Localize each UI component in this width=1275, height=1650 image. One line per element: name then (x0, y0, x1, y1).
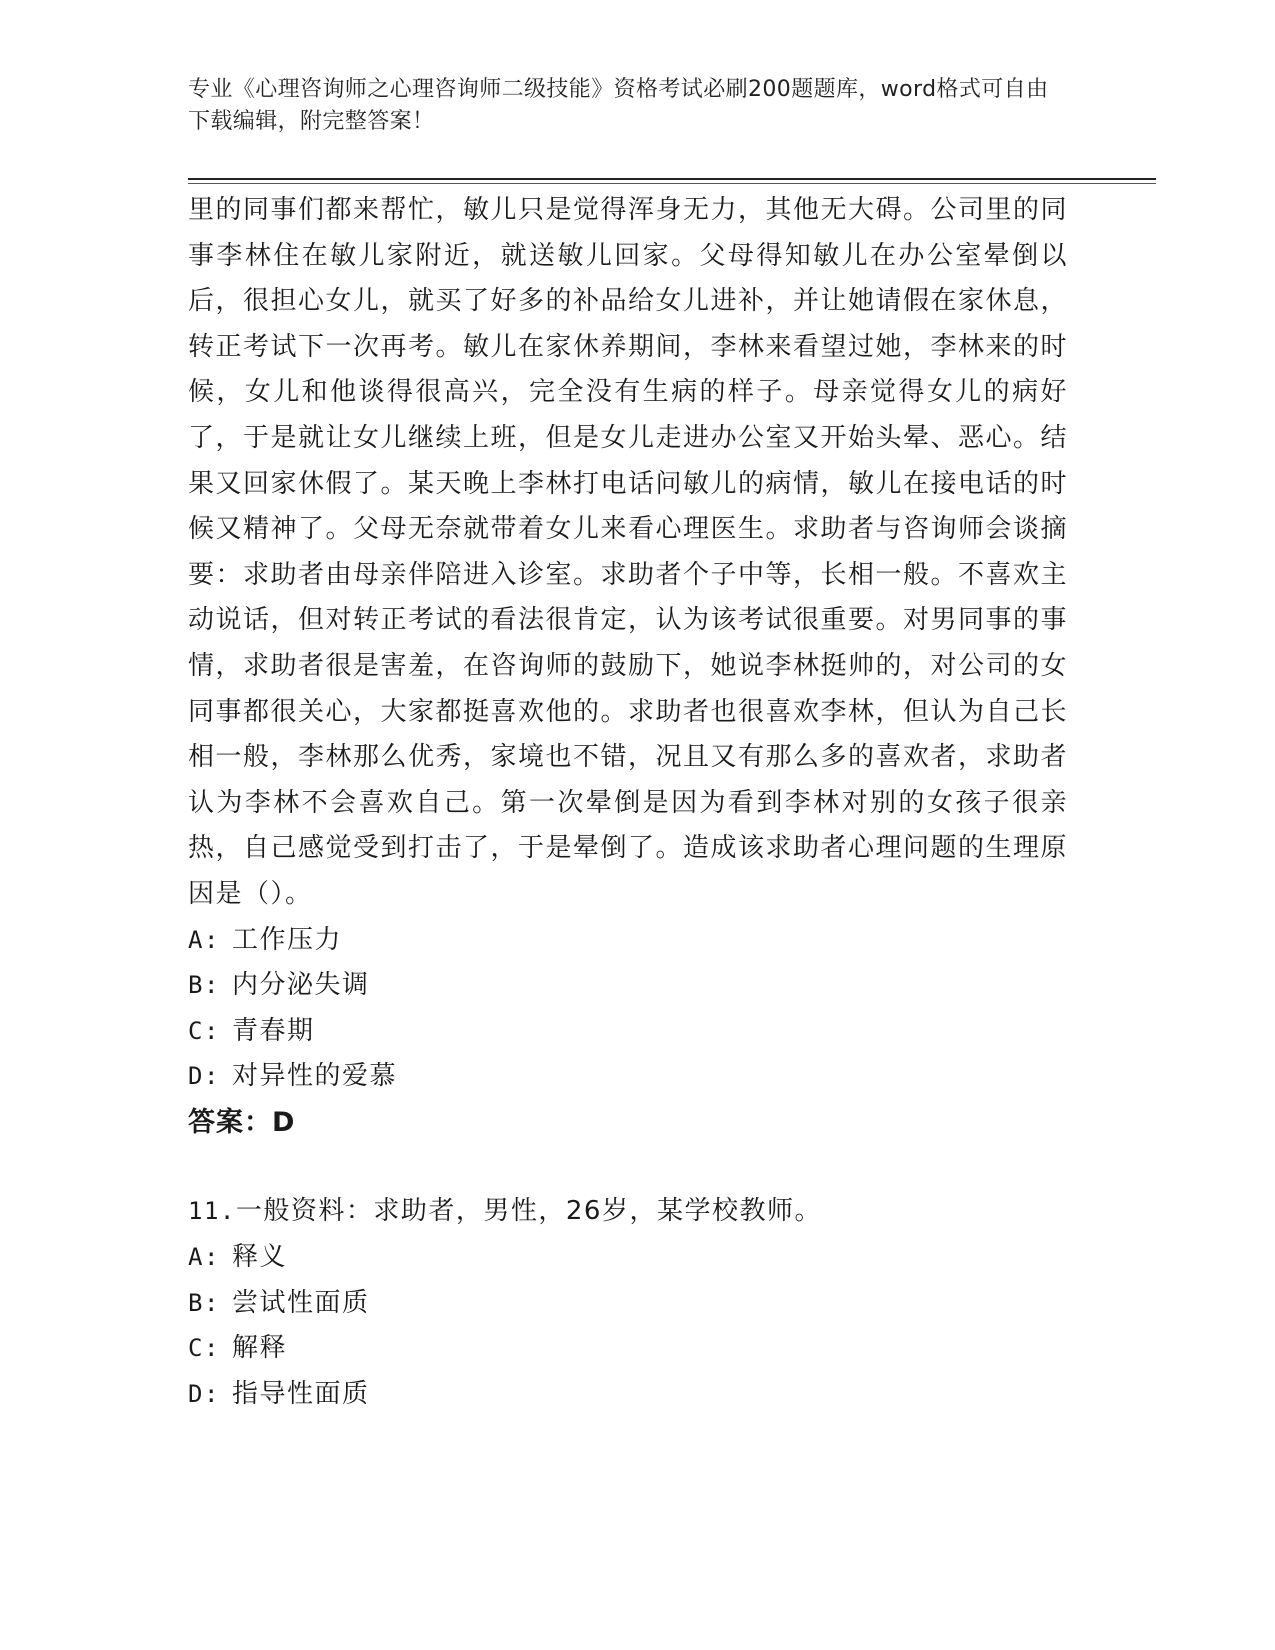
document-header (188, 74, 1068, 138)
document-body (188, 188, 1068, 1417)
question-10-answer: 答案：D (188, 1106, 296, 1138)
question-spacer (188, 1145, 1068, 1189)
question-11 (188, 1189, 1068, 1417)
question-11-options (188, 1235, 1068, 1417)
option-a (188, 1235, 1068, 1281)
question-10-text: 里的同事们都来帮忙，敏儿只是觉得浑身无力，其他无大碍。公司里的同事李林住在敏儿家附近，就送敏儿回家。父母得知敏儿在办公室晕倒以后，很担心女儿，就买了好多的补品给女儿进补，并让她请假在家休息，转正考试下一次再考。敏儿在家休养期间，李林来看望过她，李林来的时候，女儿和他谈得很高兴，完全没有生病的样子。母亲觉得女儿的病好了，于是就让女儿继续上班，但是女儿走进办公室又开始头晕、恶心。结果又回家休假了。某天晚上李林打电话问敏儿的病情，敏儿在接电话的时候又精神了。父母无奈就带着女儿来看心理医生。求助者与咨询师会谈摘要：求助者由母亲伴陪进入诊室。求助者个子中等，长相一般。不喜欢主动说话，但对转正考试的看法很肯定，认为该考试很重要。对男同事的事情，求助者很是害羞，在咨询师的鼓励下，她说李林挺帅的，对公司的女同事都很关心，大家都挺喜欢他的。求助者也很喜欢李林，但认为自己长相一般，李林那么优秀，家境也不错，况且又有那么多的喜欢者，求助者认为李林不会喜欢自己。第一次晕倒是因为看到李林对别的女孩子很亲热，自己感觉受到打击了，于是晕倒了。造成该求助者心理问题的生理原因是（）。 (188, 195, 1069, 909)
option-c (188, 1326, 1068, 1372)
header-rule (188, 178, 1156, 180)
option-text: 对异性的爱慕 (232, 1061, 398, 1092)
option-key: C: (188, 1334, 220, 1363)
question-11-text: 一般资料：求助者，男性，26岁，某学校教师。 (235, 1196, 822, 1227)
option-key: D: (188, 1379, 220, 1408)
option-text: 释义 (232, 1242, 288, 1273)
option-text: 青春期 (232, 1015, 315, 1046)
option-text: 工作压力 (232, 924, 343, 955)
option-text: 内分泌失调 (232, 970, 370, 1001)
option-key: B: (188, 971, 220, 1000)
option-a (188, 918, 1068, 964)
option-b (188, 963, 1068, 1009)
option-b (188, 1281, 1068, 1327)
option-d (188, 1372, 1068, 1418)
option-text: 指导性面质 (232, 1378, 370, 1409)
question-10-options (188, 918, 1068, 1100)
option-key: B: (188, 1288, 220, 1317)
option-key: A: (188, 925, 220, 954)
option-text: 尝试性面质 (232, 1287, 370, 1318)
header-rule-secondary (188, 183, 1156, 184)
option-key: A: (188, 1243, 220, 1272)
header-title: 专业《心理咨询师之心理咨询师二级技能》资格考试必刷200题题库，word格式可自由下载编辑，附完整答案！ (188, 77, 1049, 134)
option-text: 解释 (232, 1333, 288, 1364)
question-11-number: 11. (188, 1197, 236, 1226)
option-c (188, 1009, 1068, 1055)
question-10 (188, 188, 1068, 1145)
option-key: C: (188, 1016, 220, 1045)
question-11-stem (188, 1189, 1068, 1235)
option-d (188, 1054, 1068, 1100)
option-key: D: (188, 1062, 220, 1091)
